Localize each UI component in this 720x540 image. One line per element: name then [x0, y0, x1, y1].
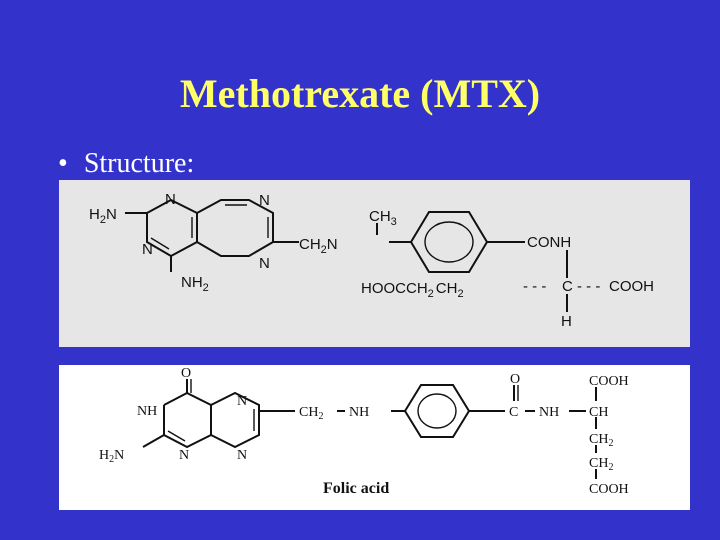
nh-link-label: NH: [349, 405, 370, 420]
amide-nh-label: NH: [539, 405, 560, 420]
ring-nitrogen: N: [165, 191, 176, 208]
pteridine-rings: [125, 200, 299, 272]
ring-nitrogen: N: [259, 255, 270, 272]
ring-nitrogen: N: [237, 394, 248, 409]
folic-acid-structure-image: [59, 365, 690, 510]
benzene-ring: [405, 385, 469, 437]
cooh-label: COOH: [609, 278, 654, 295]
folic-acid-structure-drawing: [59, 365, 690, 510]
ch2-label: $CH_2$: [589, 456, 614, 473]
pteridine-rings: [143, 379, 295, 447]
conh-label: CONH: [527, 234, 572, 251]
bond-dashes: - - -: [523, 278, 547, 295]
benzene-ring: [411, 212, 487, 272]
nh2-label: $NH_2$: [181, 274, 209, 294]
hoocch2-label: $HOOCCH_2$ $CH_2$: [361, 280, 464, 300]
h-label: H: [561, 313, 572, 330]
amide-carbon-label: C: [509, 405, 519, 420]
methotrexate-structure-image: [59, 180, 690, 347]
amide-oxygen-label: O: [510, 372, 521, 387]
oxygen-label: O: [181, 366, 192, 381]
methotrexate-structure-drawing: [59, 180, 690, 347]
ring-nitrogen: N: [142, 241, 153, 258]
ring-nitrogen: N: [259, 192, 270, 209]
cooh-top-label: COOH: [589, 374, 629, 389]
h2n-label: $H_2N$: [89, 206, 117, 226]
cooh-bottom-label: COOH: [589, 482, 629, 497]
bond-dashes: - - -: [577, 278, 601, 295]
pyrimidine-ring: [147, 200, 197, 256]
bullet-item: [58, 146, 194, 182]
ch2-label: $CH_2$: [589, 432, 614, 449]
double-bond: [151, 238, 169, 249]
bullet-text: Structure:: [83, 148, 195, 179]
ch-label: CH: [589, 405, 609, 420]
ch2-label: $CH_2$: [299, 405, 324, 422]
ch3-label: $CH_3$: [369, 208, 397, 228]
ring-nitrogen: N: [179, 448, 190, 463]
slide-title: Methotrexate (MTX): [179, 71, 541, 116]
ring-nitrogen: N: [237, 448, 248, 463]
bullet-dot: •: [58, 148, 68, 179]
folic-acid-caption: Folic acid: [323, 480, 390, 497]
alpha-carbon-label: C: [562, 278, 573, 295]
ch2n-label: $CH_2N$: [299, 236, 338, 256]
nh-label: NH: [137, 404, 158, 419]
h2n-label: $H_2N$: [99, 448, 125, 465]
